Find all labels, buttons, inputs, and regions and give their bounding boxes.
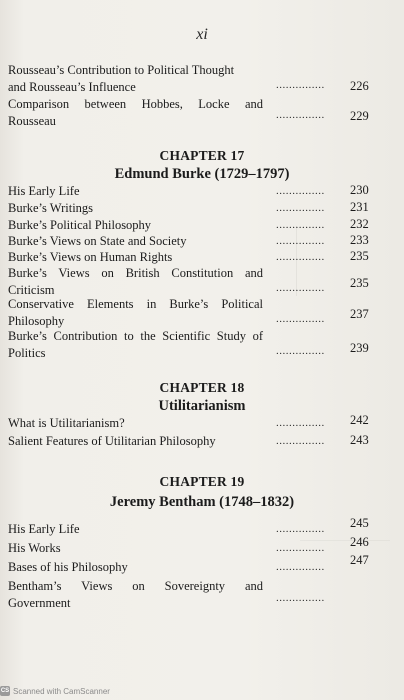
chapter-heading: CHAPTER 17 xyxy=(159,148,245,163)
scanner-watermark xyxy=(0,686,110,696)
toc-page-number: 226 xyxy=(350,79,369,93)
toc-entry-title xyxy=(8,328,263,362)
toc-entry-title xyxy=(8,249,263,266)
toc-entry-line: Burke’s Views on State and Society xyxy=(8,234,187,248)
toc-page-number: 232 xyxy=(350,217,369,231)
toc-entry-title xyxy=(8,540,263,557)
toc-page-number: 246 xyxy=(350,535,369,549)
toc-entry-title xyxy=(8,521,263,538)
toc-entry-line: Salient Features of Utilitarian Philosophy xyxy=(8,434,216,448)
toc-entry-line: Criticism xyxy=(8,283,55,297)
toc-page-number: 237 xyxy=(350,307,369,321)
toc-page-number: 247 xyxy=(350,553,369,567)
toc-page-number: 235 xyxy=(350,276,369,290)
toc-entry xyxy=(8,62,396,96)
toc-leader-dots: ............... xyxy=(276,313,325,325)
toc-leader-dots: ............... xyxy=(276,202,325,214)
toc-entry-line: His Early Life xyxy=(8,522,80,536)
camscanner-logo-icon: CS xyxy=(0,688,10,694)
toc-entry-title xyxy=(8,200,263,217)
toc-leader-dots: ............... xyxy=(276,109,325,121)
toc-leader-dots: ............... xyxy=(276,523,325,535)
toc-entry-line: Philosophy xyxy=(8,314,65,328)
toc-entry-line: Burke’s Writings xyxy=(8,201,94,215)
toc-entry-line: Conservative Elements in Burke’s Political xyxy=(8,297,263,311)
chapter-heading: CHAPTER 19 xyxy=(159,474,245,489)
toc-entry xyxy=(8,96,396,130)
toc-entry-line: His Early Life xyxy=(8,184,80,198)
chapter-heading: CHAPTER 18 xyxy=(159,380,245,395)
toc-leader-dots: ............... xyxy=(276,219,325,231)
toc-leader-dots: ............... xyxy=(276,345,325,357)
toc-entry-title xyxy=(8,217,263,234)
toc-entry-line: Burke’s Political Philosophy xyxy=(8,218,152,232)
toc-leader-dots: ............... xyxy=(276,79,325,91)
chapter-title: Jeremy Bentham (1748–1832) xyxy=(109,494,295,510)
toc-page-number: 243 xyxy=(350,433,369,447)
page-number: xi xyxy=(196,26,208,43)
toc-entry-title xyxy=(8,433,263,450)
toc-entry-line: Burke’s Views on Human Rights xyxy=(8,250,173,264)
toc-entry-title xyxy=(8,578,263,612)
toc-entry-title xyxy=(8,183,263,200)
toc-leader-dots: ............... xyxy=(276,542,325,554)
toc-page-number: 231 xyxy=(350,200,369,214)
toc-page-number: 245 xyxy=(350,516,369,530)
toc-entry-title xyxy=(8,415,263,432)
toc-leader-dots: ............... xyxy=(276,435,325,447)
toc-entry-line: Rousseau xyxy=(8,114,56,128)
toc-page-number: 242 xyxy=(350,413,369,427)
toc-entry-title xyxy=(8,233,263,250)
toc-entry-title xyxy=(8,62,263,96)
toc-entry-line: Comparison between Hobbes, Locke and xyxy=(8,97,263,111)
toc-entry-title xyxy=(8,96,263,130)
toc-entry-line: Government xyxy=(8,596,71,610)
toc-page-number: 235 xyxy=(350,249,369,263)
chapter-title: Utilitarianism xyxy=(158,398,246,414)
toc-entry-line: Rousseau’s Contribution to Political Thought xyxy=(8,63,235,77)
toc-entry-line: Politics xyxy=(8,346,46,360)
toc-page-number: 239 xyxy=(350,341,369,355)
bleed-through-marks xyxy=(300,540,390,621)
toc-entry-line: and Rousseau’s Influence xyxy=(8,80,136,94)
toc-entry-line: Burke’s Views on British Constitution and xyxy=(8,266,263,280)
toc-entry-line: What is Utilitarianism? xyxy=(8,416,125,430)
bleed-through-marks xyxy=(296,226,387,296)
toc-leader-dots: ............... xyxy=(276,592,325,604)
toc-entry-line: Bentham’s Views on Sovereignty and xyxy=(8,579,263,593)
toc-entry-line: Burke’s Contribution to the Scientific Study of xyxy=(8,329,263,343)
toc-entry-line: Bases of his Philosophy xyxy=(8,560,128,574)
toc-leader-dots: ............... xyxy=(276,235,325,247)
chapter-title: Edmund Burke (1729–1797) xyxy=(114,166,290,182)
toc-leader-dots: ............... xyxy=(276,251,325,263)
toc-leader-dots: ............... xyxy=(276,282,325,294)
toc-page-number: 233 xyxy=(350,233,369,247)
toc-entry-title xyxy=(8,296,263,330)
toc-entry-title xyxy=(8,265,263,299)
toc-leader-dots: ............... xyxy=(276,561,325,573)
toc-page-number: 230 xyxy=(350,183,369,197)
toc-entry-line: His Works xyxy=(8,541,61,555)
toc-page-number: 229 xyxy=(350,109,369,123)
toc-entry-title xyxy=(8,559,263,576)
toc-leader-dots: ............... xyxy=(276,417,325,429)
watermark-text: Scanned with CamScanner xyxy=(13,686,110,696)
toc-leader-dots: ............... xyxy=(276,185,325,197)
